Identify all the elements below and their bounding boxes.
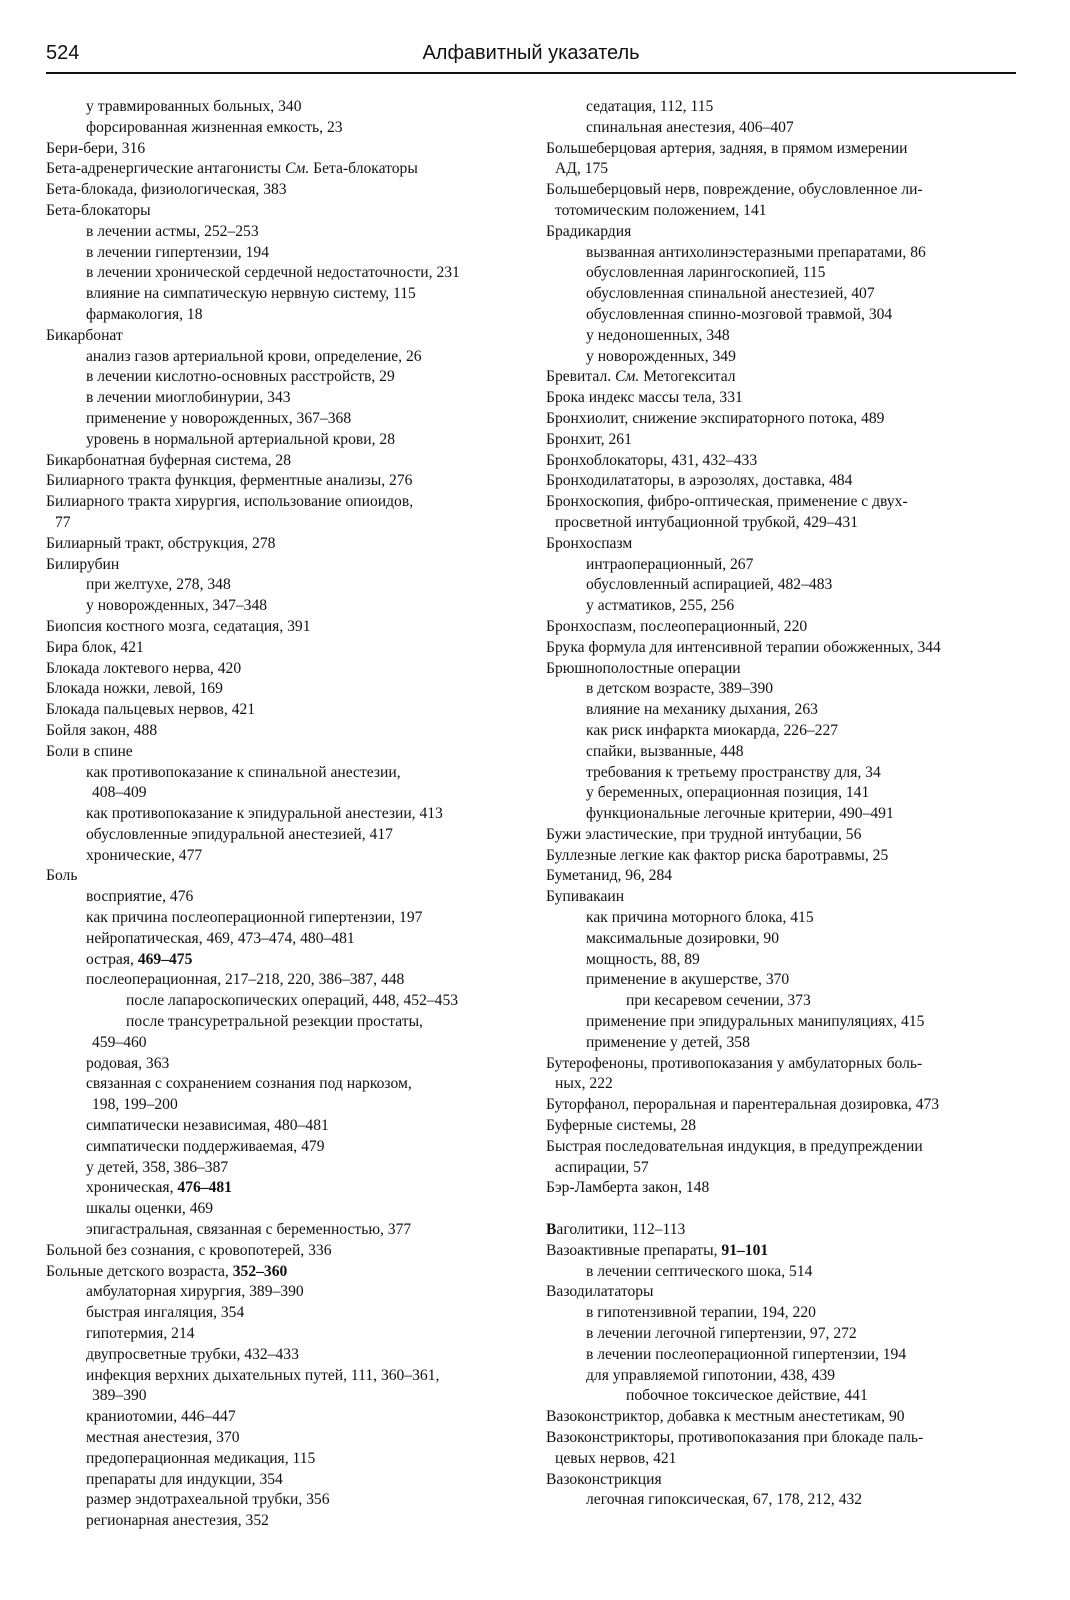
index-entry [46, 139, 516, 160]
entry-text: связанная с сохранением сознания под наркозом, [86, 1075, 412, 1093]
index-subentry [46, 1054, 516, 1075]
index-subentry [46, 1178, 516, 1199]
entry-text: Буторфанол, пероральная и парентеральная дозировка, 473 [546, 1096, 940, 1114]
entry-text: АД, 175 [555, 160, 609, 178]
index-subentry [546, 783, 1016, 804]
index-subentry [546, 929, 1016, 950]
entry-text: седатация, 112, 115 [586, 98, 714, 115]
entry-text: хронические, 477 [86, 846, 203, 864]
entry-text: после лапароскопических операций, 448, 452–453 [126, 992, 459, 1010]
entry-text: максимальные дозировки, 90 [586, 929, 779, 947]
index-entry [546, 617, 1016, 638]
entry-text: Боли в спине [46, 742, 133, 760]
index-entry-continuation [46, 513, 516, 534]
index-entry [546, 866, 1016, 887]
entry-text: Билиарного тракта функция, ферментные анализы, 276 [46, 472, 413, 490]
entry-text: Бревитал. [546, 368, 616, 386]
entry-text: Брюшнополостные операции [546, 659, 741, 677]
entry-text: для управляемой гипотонии, 438, 439 [586, 1366, 836, 1384]
entry-text: влияние на механику дыхания, 263 [586, 701, 818, 719]
entry-text: Бета-адренергические антагонисты [46, 160, 285, 178]
index-subentry [546, 1303, 1016, 1324]
entry-text: инфекция верхних дыхательных путей, 111, 360–361, [86, 1366, 440, 1384]
entry-text: Блокада локтевого нерва, 420 [46, 659, 242, 677]
index-subentry [546, 97, 1016, 118]
index-entry [46, 201, 516, 222]
entry-text: как противопоказание к эпидуральной анестезии, 413 [86, 805, 443, 823]
index-subentry [546, 1033, 1016, 1054]
entry-text: после трансуретральной резекции простаты, [126, 1013, 423, 1031]
index-entry [46, 617, 516, 638]
index-subentry [546, 1262, 1016, 1283]
index-subentry [46, 804, 516, 825]
entry-text: при кесаревом сечении, 373 [626, 992, 811, 1010]
bold-page-ref: 476–481 [177, 1179, 232, 1197]
entry-text: Бупивакаин [546, 888, 625, 906]
index-entry [546, 887, 1016, 908]
entry-text: Бета-блокаторы [309, 160, 418, 178]
index-subentry [46, 1199, 516, 1220]
entry-text: анализ газов артериальной крови, определение, 26 [86, 347, 422, 365]
index-entry [546, 825, 1016, 846]
entry-text: Билирубин [46, 555, 120, 573]
entry-text: Вазоконстрикция [546, 1470, 662, 1488]
index-entry [546, 388, 1016, 409]
entry-text: Бета-блокада, физиологическая, 383 [46, 181, 287, 199]
entry-text: Брока индекс массы тела, 331 [546, 389, 743, 407]
entry-text: Бета-блокаторы [46, 201, 151, 219]
entry-text: Больной без сознания, с кровопотерей, 336 [46, 1241, 332, 1259]
index-subentry [546, 555, 1016, 576]
entry-text: в лечении кислотно-основных расстройств, 29 [86, 368, 395, 386]
index-subentry [546, 347, 1016, 368]
entry-text: обусловленная ларингоскопией, 115 [586, 264, 826, 282]
index-entry [546, 492, 1016, 513]
entry-text: фармакология, 18 [86, 305, 203, 323]
index-entry [546, 638, 1016, 659]
index-entry [546, 367, 1016, 388]
index-entry [546, 1282, 1016, 1303]
index-subentry [546, 575, 1016, 596]
index-entry [546, 180, 1016, 201]
entry-text: Бойля закон, 488 [46, 721, 158, 739]
index-subentry [46, 118, 516, 139]
see-reference: См. [615, 368, 640, 386]
entry-text: аспирации, 57 [555, 1158, 649, 1176]
entry-text: аголитики, 112–113 [556, 1221, 686, 1239]
index-subentry [546, 804, 1016, 825]
index-subentry [46, 305, 516, 326]
index-entry [46, 721, 516, 742]
index-subentry [46, 825, 516, 846]
index-subentry [46, 991, 516, 1012]
entry-text: легочная гипоксическая, 67, 178, 212, 432 [586, 1491, 863, 1509]
entry-text: в лечении миоглобинурии, 343 [86, 389, 291, 407]
index-subentry [546, 908, 1016, 929]
index-subentry [46, 763, 516, 784]
entry-text: требования к третьему пространству для, 34 [586, 763, 881, 781]
index-entry-continuation [46, 783, 516, 804]
entry-text: цевых нервов, 421 [555, 1449, 677, 1467]
index-entry [546, 1241, 1016, 1262]
entry-text: эпигастральная, связанная с беременностью, 377 [86, 1221, 412, 1239]
entry-text: Бронхоспазм [546, 534, 633, 552]
entry-text: родовая, 363 [86, 1054, 170, 1072]
entry-text: в лечении септического шока, 514 [586, 1262, 813, 1280]
entry-text: как причина послеоперационной гипертензии, 197 [86, 909, 423, 927]
index-subentry [546, 970, 1016, 991]
entry-text: Брадикардия [546, 222, 632, 240]
entry-text: Быстрая последовательная индукция, в предупреждении [546, 1137, 923, 1155]
index-subentry [46, 388, 516, 409]
entry-text: Билиарного тракта хирургия, использование опиоидов, [46, 493, 414, 511]
index-entry [546, 1095, 1016, 1116]
running-title: Алфавитный указатель [422, 42, 640, 64]
index-subentry [546, 950, 1016, 971]
entry-text: Бронхит, 261 [546, 430, 632, 448]
entry-text: у беременных, операционная позиция, 141 [586, 784, 870, 802]
index-subentry [546, 721, 1016, 742]
entry-text: краниотомии, 446–447 [86, 1408, 236, 1426]
entry-text: 389–390 [92, 1387, 147, 1405]
entry-text: шкалы оценки, 469 [86, 1200, 214, 1218]
index-subentry [46, 1407, 516, 1428]
entry-text: 77 [55, 513, 71, 531]
index-subentry [46, 1137, 516, 1158]
index-entry [46, 679, 516, 700]
entry-text: Вазодилататоры [546, 1283, 654, 1301]
index-entry-continuation [546, 201, 1016, 222]
entry-text: Бикарбонатная буферная система, 28 [46, 451, 292, 469]
entry-text: Билиарный тракт, обструкция, 278 [46, 534, 276, 552]
entry-text: у астматиков, 255, 256 [586, 597, 735, 615]
index-entry-continuation [46, 1386, 516, 1407]
index-subentry [46, 222, 516, 243]
entry-text: обусловленная спинно-мозговой травмой, 304 [586, 305, 893, 323]
index-entry [46, 866, 516, 887]
index-subentry [546, 243, 1016, 264]
entry-text: уровень в нормальной артериальной крови, 28 [86, 430, 395, 448]
index-subentry [546, 1490, 1016, 1511]
entry-text: в гипотензивной терапии, 194, 220 [586, 1304, 816, 1322]
entry-text: Бужи эластические, при трудной интубации, 56 [546, 825, 862, 843]
bold-page-ref: В [546, 1221, 557, 1239]
entry-text: Вазоактивные препараты, [546, 1241, 722, 1259]
entry-text: тотомическим положением, 141 [555, 201, 767, 219]
letter-gap [546, 1199, 1016, 1220]
entry-text: 408–409 [92, 784, 147, 802]
entry-text: острая, [86, 950, 138, 968]
index-entry-continuation [546, 1074, 1016, 1095]
index-entry-continuation [546, 1449, 1016, 1470]
entry-text: двупросветные трубки, 432–433 [86, 1345, 299, 1363]
entry-text: спайки, вызванные, 448 [586, 742, 744, 760]
entry-text: побочное токсическое действие, 441 [626, 1387, 868, 1405]
entry-text: в лечении послеоперационной гипертензии, 194 [586, 1345, 907, 1363]
entry-text: Буллезные легкие как фактор риска баротравмы, 25 [546, 846, 889, 864]
index-subentry [46, 1490, 516, 1511]
bold-page-ref: 352–360 [232, 1262, 288, 1280]
entry-text: в лечении легочной гипертензии, 97, 272 [586, 1325, 857, 1343]
index-subentry [46, 887, 516, 908]
index-entry [546, 471, 1016, 492]
entry-text: Больные детского возраста, [46, 1262, 233, 1280]
index-subentry [546, 305, 1016, 326]
index-entry [546, 139, 1016, 160]
entry-text: предоперационная медикация, 115 [86, 1449, 316, 1467]
entry-text: Бронхоскопия, фибро-оптическая, применение с двух- [546, 493, 908, 511]
entry-text: Буметанид, 96, 284 [546, 867, 673, 885]
entry-text: в лечении астмы, 252–253 [86, 222, 259, 240]
entry-text: Большеберцовый нерв, повреждение, обусловленное ли- [546, 181, 923, 199]
see-reference: См. [285, 160, 310, 178]
index-entry [546, 846, 1016, 867]
index-subentry [46, 347, 516, 368]
index-subentry [46, 1428, 516, 1449]
entry-text: Большеберцовая артерия, задняя, в прямом измерении [546, 139, 908, 157]
index-entry [46, 180, 516, 201]
index-entry [46, 659, 516, 680]
index-subentry [46, 846, 516, 867]
entry-text: регионарная анестезия, 352 [86, 1512, 269, 1530]
index-subentry [46, 1074, 516, 1095]
entry-text: послеоперационная, 217–218, 220, 386–387, 448 [86, 971, 405, 989]
entry-text: быстрая ингаляция, 354 [86, 1304, 245, 1322]
entry-text: Бронхоспазм, послеоперационный, 220 [546, 617, 808, 635]
index-subentry [46, 284, 516, 305]
entry-text: вызванная антихолинэстеразными препаратами, 86 [586, 243, 926, 261]
entry-text: Блокада пальцевых нервов, 421 [46, 701, 256, 719]
index-subentry [46, 97, 516, 118]
index-subentry [546, 1366, 1016, 1387]
index-subentry [46, 1366, 516, 1387]
index-subentry [46, 1282, 516, 1303]
index-subentry [46, 1158, 516, 1179]
entry-text: при желтухе, 278, 348 [86, 576, 231, 594]
index-entry [546, 1178, 1016, 1199]
entry-text: препараты для индукции, 354 [86, 1470, 283, 1488]
index-entry [546, 1407, 1016, 1428]
entry-text: как риск инфаркта миокарда, 226–227 [586, 721, 839, 739]
entry-text: как причина моторного блока, 415 [586, 909, 814, 927]
index-column-left [46, 97, 516, 1532]
entry-text: как противопоказание к спинальной анестезии, [86, 763, 401, 781]
entry-text: Биопсия костного мозга, седатация, 391 [46, 617, 311, 635]
entry-text: гипотермия, 214 [86, 1325, 195, 1343]
index-entry [546, 430, 1016, 451]
entry-text: у новорожденных, 349 [586, 347, 736, 365]
index-entry [46, 534, 516, 555]
index-subentry [46, 1449, 516, 1470]
index-entry [46, 555, 516, 576]
index-subentry [46, 929, 516, 950]
entry-text: Бронходилататоры, в аэрозолях, доставка, 484 [546, 472, 853, 490]
entry-text: просветной интубационной трубкой, 429–431 [555, 513, 859, 531]
entry-text: восприятие, 476 [86, 888, 194, 906]
index-entry [546, 1054, 1016, 1075]
index-subentry [546, 1012, 1016, 1033]
index-subentry [46, 596, 516, 617]
entry-text: форсированная жизненная емкость, 23 [86, 118, 343, 136]
entry-text: Вазоконстриктор, добавка к местным анестетикам, 90 [546, 1408, 905, 1426]
entry-text: у недоношенных, 348 [586, 326, 730, 344]
entry-text: в лечении гипертензии, 194 [86, 243, 269, 261]
entry-text: Бронхоблокаторы, 431, 432–433 [546, 451, 758, 469]
index-subentry [546, 1324, 1016, 1345]
index-entry [546, 1220, 1016, 1241]
index-subentry [46, 1220, 516, 1241]
index-subentry [546, 763, 1016, 784]
index-entry-continuation [546, 1158, 1016, 1179]
page-header [46, 38, 1016, 74]
index-subentry [46, 243, 516, 264]
entry-text: применение в акушерстве, 370 [586, 971, 790, 989]
index-entry [546, 451, 1016, 472]
entry-text: симпатически поддерживаемая, 479 [86, 1137, 325, 1155]
entry-text: интраоперационный, 267 [586, 555, 754, 573]
index-entry [46, 742, 516, 763]
entry-text: Вазоконстрикторы, противопоказания при блокаде паль- [546, 1429, 924, 1446]
entry-text: у новорожденных, 347–348 [86, 597, 268, 615]
bold-page-ref: 469–475 [137, 950, 193, 968]
index-entry [46, 638, 516, 659]
index-entry [46, 451, 516, 472]
index-subentry [546, 1345, 1016, 1366]
entry-text: спинальная анестезия, 406–407 [586, 118, 794, 136]
entry-text: Буферные системы, 28 [546, 1117, 697, 1135]
index-entry [546, 1470, 1016, 1491]
entry-text: ных, 222 [555, 1075, 613, 1093]
entry-text: в детском возрасте, 389–390 [586, 680, 774, 698]
entry-text: применение у новорожденных, 367–368 [86, 409, 352, 427]
entry-text: Боль [46, 867, 78, 885]
index-entry [546, 1137, 1016, 1158]
entry-text: местная анестезия, 370 [86, 1429, 240, 1446]
index-subentry [546, 700, 1016, 721]
index-subentry [46, 1511, 516, 1532]
entry-text: нейропатическая, 469, 473–474, 480–481 [86, 929, 355, 947]
entry-text: Бутерофеноны, противопоказания у амбулаторных боль- [546, 1054, 923, 1072]
entry-text: в лечении хронической сердечной недостаточности, 231 [86, 264, 460, 282]
index-entry-continuation [46, 1033, 516, 1054]
index-subentry [46, 1116, 516, 1137]
entry-text: Бэр-Ламберта закон, 148 [546, 1179, 710, 1197]
index-subentry [46, 1012, 516, 1033]
entry-text: размер эндотрахеальной трубки, 356 [86, 1491, 330, 1509]
entry-text: обусловленные эпидуральной анестезией, 417 [86, 825, 393, 843]
index-subentry [546, 596, 1016, 617]
entry-text: хроническая, [86, 1179, 178, 1197]
entry-text: Бери-бери, 316 [46, 139, 146, 157]
page-number: 524 [46, 42, 80, 64]
index-subentry [46, 908, 516, 929]
entry-text: применение у детей, 358 [586, 1033, 750, 1051]
entry-text: функциональные легочные критерии, 490–491 [586, 805, 894, 823]
index-column-right [546, 97, 1016, 1511]
index-subentry [46, 950, 516, 971]
index-entry [546, 659, 1016, 680]
entry-text: у детей, 358, 386–387 [86, 1158, 229, 1176]
entry-text: Метогекситал [639, 368, 736, 386]
index-entry-continuation [546, 513, 1016, 534]
entry-text: влияние на симпатическую нервную систему, 115 [86, 285, 416, 303]
index-entry [46, 492, 516, 513]
index-subentry [546, 118, 1016, 139]
index-entry [46, 471, 516, 492]
index-subentry [46, 409, 516, 430]
index-subentry [46, 575, 516, 596]
index-entry [46, 1241, 516, 1262]
entry-text: обусловленная спинальной анестезией, 407 [586, 285, 875, 303]
index-subentry [546, 991, 1016, 1012]
entry-text: симпатически независимая, 480–481 [86, 1117, 329, 1135]
entry-text: мощность, 88, 89 [586, 950, 700, 968]
entry-text: Брука формула для интенсивной терапии обожженных, 344 [546, 638, 941, 656]
entry-text: применение при эпидуральных манипуляциях, 415 [586, 1013, 925, 1031]
entry-text: Бира блок, 421 [46, 638, 144, 656]
index-subentry [46, 1345, 516, 1366]
entry-text: Блокада ножки, левой, 169 [46, 680, 223, 698]
index-entry [546, 409, 1016, 430]
entry-text: обусловленный аспирацией, 482–483 [586, 576, 833, 594]
index-entry [46, 326, 516, 347]
entry-text: Бронхиолит, снижение экспираторного потока, 489 [546, 409, 885, 427]
index-entry-continuation [546, 159, 1016, 180]
index-subentry [546, 326, 1016, 347]
index-subentry [46, 1324, 516, 1345]
index-entry [546, 1116, 1016, 1137]
index-entry [46, 159, 516, 180]
entry-text: амбулаторная хирургия, 389–390 [86, 1283, 304, 1301]
index-entry [546, 222, 1016, 243]
index-entry [546, 534, 1016, 555]
index-subentry [546, 284, 1016, 305]
entry-text: у травмированных больных, 340 [86, 98, 302, 115]
index-subentry [46, 367, 516, 388]
index-subentry [46, 1470, 516, 1491]
index-subentry [46, 263, 516, 284]
index-subentry [546, 742, 1016, 763]
index-entry [46, 1262, 516, 1283]
index-subentry [546, 1386, 1016, 1407]
index-subentry [46, 970, 516, 991]
index-subentry [546, 263, 1016, 284]
index-entry [46, 700, 516, 721]
bold-page-ref: 91–101 [721, 1241, 769, 1259]
entry-text: 198, 199–200 [92, 1096, 178, 1114]
index-subentry [546, 679, 1016, 700]
index-entry [546, 1428, 1016, 1449]
entry-text: 459–460 [92, 1033, 147, 1051]
index-entry-continuation [46, 1095, 516, 1116]
index-subentry [46, 430, 516, 451]
entry-text: Бикарбонат [46, 326, 123, 344]
index-subentry [46, 1303, 516, 1324]
